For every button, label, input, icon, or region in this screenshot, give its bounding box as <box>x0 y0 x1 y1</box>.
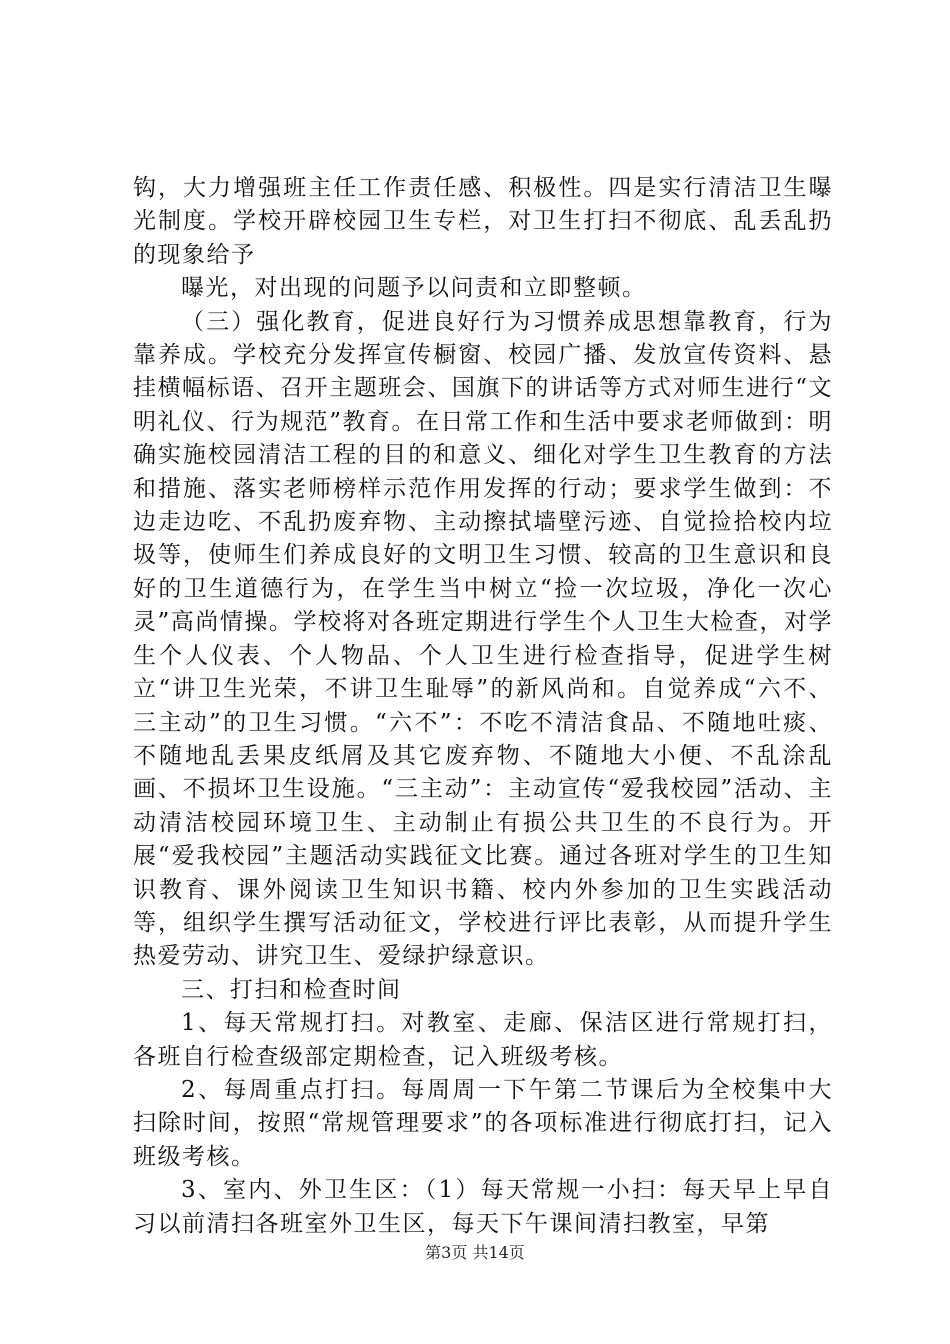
document-body <box>133 172 833 1241</box>
paragraph-education: （三）强化教育，促进良好行为习惯养成思想靠教育，行为靠养成。学校充分发挥宣传橱窗、校园广播、发放宣传资料、悬挂横幅标语、召开主题班会、国旗下的讲话等方式对师生进行“文明礼仪、行为规范”教育。在日常工作和生活中要求老师做到：明确实施校园清洁工程的目的和意义、细化对学生卫生教育的方法和措施、落实老师榜样示范作用发挥的行动；要求学生做到：不边走边吃、不乱扔废弃物、主动擦拭墙壁污迹、自觉捡拾校内垃圾等，使师生们养成良好的文明卫生习惯、较高的卫生意识和良好的卫生道德行为，在学生当中树立“捡一次垃圾，净化一次心灵”高尚情操。学校将对各班定期进行学生个人卫生大检查，对学生个人仪表、个人物品、个人卫生进行检查指导，促进学生树立“讲卫生光荣，不讲卫生耻辱”的新风尚和。自觉养成“六不、三主动”的卫生习惯。“六不”：不吃不清洁食品、不随地吐痰、不随地乱丢果皮纸屑及其它废弃物、不随地大小便、不乱涂乱画、不损坏卫生设施。“三主动”：主动宣传“爱我校园”活动、主动清洁校园环境卫生、主动制止有损公共卫生的不良行为。开展“爱我校园”主题活动实践征文比赛。通过各班对学生的卫生知识教育、课外阅读卫生知识书籍、校内外参加的卫生实践活动等，组织学生撰写活动征文，学校进行评比表彰，从而提升学生热爱劳动、讲究卫生、爱绿护绿意识。 <box>133 308 833 970</box>
paragraph-exposure: 曝光，对出现的问题予以问责和立即整顿。 <box>181 275 647 302</box>
paragraph-daily-cleaning: 1、每天常规打扫。对教室、走廊、保洁区进行常规打扫，各班自行检查级部定期检查，记入班级考核。 <box>133 1010 833 1070</box>
paragraph-indoor-outdoor: 3、室内、外卫生区：（1）每天常规一小扫：每天早上早自习以前清扫各班室外卫生区，每天下午课间清扫教室，早第 <box>133 1177 833 1237</box>
page-number: 第3页 共14页 <box>425 1243 525 1262</box>
section-heading-schedule: 三、打扫和检查时间 <box>181 976 402 1003</box>
paragraph-weekly-cleaning: 2、每周重点打扫。每周周一下午第二节课后为全校集中大扫除时间，按照“常规管理要求”的各项标准进行彻底打扫，记入班级考核。 <box>133 1076 833 1170</box>
paragraph-continuation: 钩，大力增强班主任工作责任感、积极性。四是实行清洁卫生曝光制度。学校开辟校园卫生专栏，对卫生打扫不彻底、乱丢乱扔的现象给予 <box>133 175 833 268</box>
